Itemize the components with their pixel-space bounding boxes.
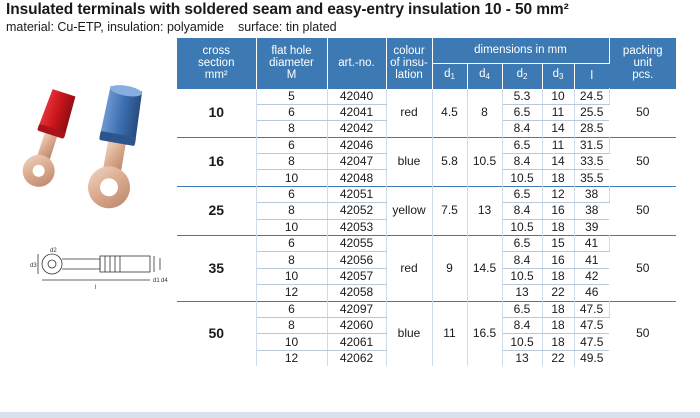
cell-d3: 15 [542, 236, 574, 252]
cell-packing: 50 [609, 88, 676, 137]
cell-art-no: 42040 [327, 88, 386, 104]
table-row [177, 88, 676, 104]
cell-flat-hole: 10 [256, 268, 327, 284]
cell-l: 28.5 [574, 121, 609, 137]
cell-d2: 13 [502, 350, 542, 366]
drawing-label-d4: d4 [161, 278, 168, 284]
cell-d2: 10.5 [502, 170, 542, 186]
cell-cross-section: 10 [177, 88, 256, 137]
cell-d4: 16.5 [467, 301, 502, 366]
header-flat-hole: flat hole diameter M [256, 38, 327, 88]
cell-d2: 10.5 [502, 268, 542, 284]
cell-l: 49.5 [574, 350, 609, 366]
cell-colour: yellow [386, 186, 432, 235]
cell-colour: blue [386, 301, 432, 366]
table-row [177, 301, 676, 317]
cell-l: 41 [574, 236, 609, 252]
drawing-label-d3: d3 [30, 263, 37, 269]
cell-d3: 18 [542, 317, 574, 333]
cell-d2: 6.5 [502, 104, 542, 120]
cell-flat-hole: 5 [256, 88, 327, 104]
header-l: l [574, 63, 609, 88]
page-subtitle [6, 20, 337, 34]
cell-cross-section: 35 [177, 236, 256, 302]
cell-d2: 8.4 [502, 252, 542, 268]
cell-l: 46 [574, 285, 609, 301]
cell-d4: 13 [467, 186, 502, 235]
cell-flat-hole: 6 [256, 104, 327, 120]
cell-art-no: 42061 [327, 334, 386, 350]
cell-l: 47.5 [574, 317, 609, 333]
blue-terminal-image [85, 82, 148, 211]
cell-flat-hole: 8 [256, 252, 327, 268]
cell-art-no: 42062 [327, 350, 386, 366]
drawing-label-d1: d1 [153, 278, 160, 284]
cell-colour: blue [386, 137, 432, 186]
cell-l: 42 [574, 268, 609, 284]
cell-d3: 18 [542, 301, 574, 317]
cell-flat-hole: 10 [256, 170, 327, 186]
cell-art-no: 42097 [327, 301, 386, 317]
header-colour: colour of insu- lation [386, 38, 432, 88]
cell-d3: 16 [542, 252, 574, 268]
cell-d4: 8 [467, 88, 502, 137]
cell-art-no: 42058 [327, 285, 386, 301]
cell-art-no: 42057 [327, 268, 386, 284]
drawing-label-d2: d2 [50, 248, 57, 254]
cell-art-no: 42052 [327, 203, 386, 219]
cell-d3: 22 [542, 350, 574, 366]
cell-d1: 5.8 [432, 137, 467, 186]
cell-d3: 18 [542, 334, 574, 350]
header-d3: $d_3$ [542, 63, 574, 88]
cell-art-no: 42051 [327, 186, 386, 202]
cell-l: 38 [574, 186, 609, 202]
surface-text: surface: tin plated [237, 20, 337, 34]
cell-d3: 10 [542, 88, 574, 104]
cell-d2: 13 [502, 285, 542, 301]
cell-flat-hole: 12 [256, 285, 327, 301]
cell-d3: 16 [542, 203, 574, 219]
cell-flat-hole: 8 [256, 154, 327, 170]
cell-d2: 6.5 [502, 186, 542, 202]
cell-d2: 10.5 [502, 219, 542, 235]
cell-d4: 14.5 [467, 236, 502, 302]
cell-d3: 11 [542, 137, 574, 153]
cell-art-no: 42041 [327, 104, 386, 120]
header-d4: $d_4$ [467, 63, 502, 88]
cell-l: 31.5 [574, 137, 609, 153]
cell-flat-hole: 8 [256, 317, 327, 333]
cell-flat-hole: 8 [256, 121, 327, 137]
red-terminal-image [19, 88, 80, 191]
cell-d3: 14 [542, 154, 574, 170]
cell-d2: 8.4 [502, 121, 542, 137]
table-row [177, 137, 676, 153]
cell-l: 25.5 [574, 104, 609, 120]
cell-flat-hole: 6 [256, 186, 327, 202]
cell-flat-hole: 10 [256, 334, 327, 350]
header-dimensions: dimensions in mm [432, 38, 609, 63]
cell-l: 38 [574, 203, 609, 219]
material-text: material: Cu-ETP, insulation: polyamide [6, 20, 224, 34]
cell-d3: 14 [542, 121, 574, 137]
page-title: Insulated terminals with soldered seam and easy-entry insulation 10 - 50 mm² [6, 1, 569, 18]
cell-flat-hole: 8 [256, 203, 327, 219]
cell-d3: 11 [542, 104, 574, 120]
cell-flat-hole: 12 [256, 350, 327, 366]
header-cross-section: cross section mm² [177, 38, 256, 88]
cell-l: 35.5 [574, 170, 609, 186]
cell-d3: 12 [542, 186, 574, 202]
cell-d3: 18 [542, 170, 574, 186]
cell-d1: 7.5 [432, 186, 467, 235]
cell-packing: 50 [609, 137, 676, 186]
header-d2: $d_2$ [502, 63, 542, 88]
drawing-label-l: l [95, 285, 97, 291]
cell-cross-section: 50 [177, 301, 256, 366]
cell-packing: 50 [609, 186, 676, 235]
cell-packing: 50 [609, 236, 676, 302]
bottom-bar [0, 412, 700, 418]
cell-flat-hole: 6 [256, 301, 327, 317]
cell-l: 33.5 [574, 154, 609, 170]
cell-d1: 11 [432, 301, 467, 366]
cell-flat-hole: 6 [256, 137, 327, 153]
header-art-no: art.-no. [327, 38, 386, 88]
cell-flat-hole: 6 [256, 236, 327, 252]
cell-art-no: 42047 [327, 154, 386, 170]
cell-d3: 22 [542, 285, 574, 301]
header-d1: $d_1$ [432, 63, 467, 88]
cell-cross-section: 25 [177, 186, 256, 235]
table-body [177, 88, 676, 366]
cell-d2: 5.3 [502, 88, 542, 104]
cell-flat-hole: 10 [256, 219, 327, 235]
cell-art-no: 42048 [327, 170, 386, 186]
cell-art-no: 42053 [327, 219, 386, 235]
cell-d2: 8.4 [502, 203, 542, 219]
cell-d2: 6.5 [502, 236, 542, 252]
cell-art-no: 42042 [327, 121, 386, 137]
cell-l: 24.5 [574, 88, 609, 104]
cell-art-no: 42060 [327, 317, 386, 333]
cell-d2: 6.5 [502, 301, 542, 317]
cell-d2: 10.5 [502, 334, 542, 350]
cell-cross-section: 16 [177, 137, 256, 186]
cell-d1: 9 [432, 236, 467, 302]
table-row [177, 236, 676, 252]
cell-d2: 8.4 [502, 317, 542, 333]
cell-art-no: 42046 [327, 137, 386, 153]
dimension-drawing [10, 244, 170, 304]
cell-l: 41 [574, 252, 609, 268]
product-table [177, 38, 676, 366]
cell-colour: red [386, 236, 432, 302]
cell-colour: red [386, 88, 432, 137]
cell-l: 39 [574, 219, 609, 235]
product-photo [2, 82, 174, 212]
cell-art-no: 42056 [327, 252, 386, 268]
cell-d2: 8.4 [502, 154, 542, 170]
cell-d2: 6.5 [502, 137, 542, 153]
cell-d4: 10.5 [467, 137, 502, 186]
cell-d3: 18 [542, 268, 574, 284]
cell-l: 47.5 [574, 301, 609, 317]
cell-art-no: 42055 [327, 236, 386, 252]
cell-d1: 4.5 [432, 88, 467, 137]
header-packing: packing unit pcs. [609, 38, 676, 88]
cell-l: 47.5 [574, 334, 609, 350]
table-row [177, 186, 676, 202]
cell-d3: 18 [542, 219, 574, 235]
cell-packing: 50 [609, 301, 676, 366]
